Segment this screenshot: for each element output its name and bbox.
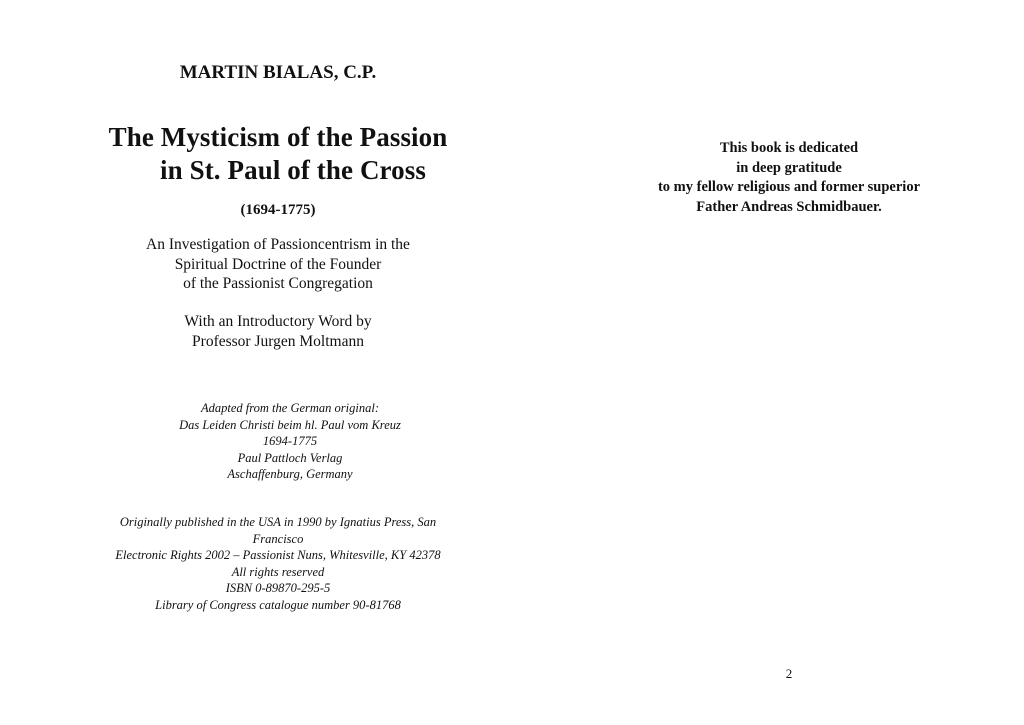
subtitle-block [0, 235, 556, 294]
adaptation-line: 1694-1775 [262, 434, 318, 448]
adaptation-line: Das Leiden Christi beim hl. Paul vom Kreuz [179, 417, 401, 432]
dedication-line: in deep gratitude [736, 159, 842, 176]
dedication-line: Father Andreas Schmidbauer. [696, 198, 882, 215]
introductory-word-line: With an Introductory Word by [184, 313, 372, 330]
right-page [560, 0, 1024, 725]
adaptation-line: Paul Pattloch Verlag [237, 450, 343, 465]
author-name: MARTIN BIALAS, C.P. [179, 62, 377, 83]
subtitle-line: Spiritual Doctrine of the Founder [174, 255, 382, 273]
life-dates: (1694-1775) [240, 202, 316, 218]
book-title-line-1: The Mysticism of the Passion [108, 122, 448, 152]
adaptation-line: Adapted from the German original: [201, 401, 379, 415]
adaptation-line: Aschaffenburg, Germany [227, 467, 353, 481]
introductory-word-line: Professor Jurgen Moltmann [192, 332, 364, 350]
dedication-line: to my fellow religious and former superior [657, 179, 921, 195]
introductory-word-block [0, 312, 556, 351]
page-number: 2 [785, 666, 793, 681]
book-title-line-2: in St. Paul of the Cross [160, 155, 426, 185]
dedication-line: This book is dedicated [719, 140, 859, 156]
publication-info [0, 514, 556, 613]
subtitle-line: of the Passionist Congregation [183, 275, 373, 292]
publication-line: Library of Congress catalogue number 90-81768 [155, 597, 401, 612]
adaptation-note [0, 400, 580, 483]
dedication [560, 139, 1018, 217]
publication-line: Francisco [252, 531, 304, 546]
publication-line: Originally published in the USA in 1990 by Ignatius Press, San [119, 515, 437, 529]
publication-line: All rights reserved [231, 564, 325, 579]
publication-line: Electronic Rights 2002 – Passionist Nuns, Whitesville, KY 42378 [115, 548, 441, 562]
publication-line: ISBN 0-89870-295-5 [225, 581, 331, 595]
subtitle-line: An Investigation of Passioncentrism in the [146, 236, 410, 253]
